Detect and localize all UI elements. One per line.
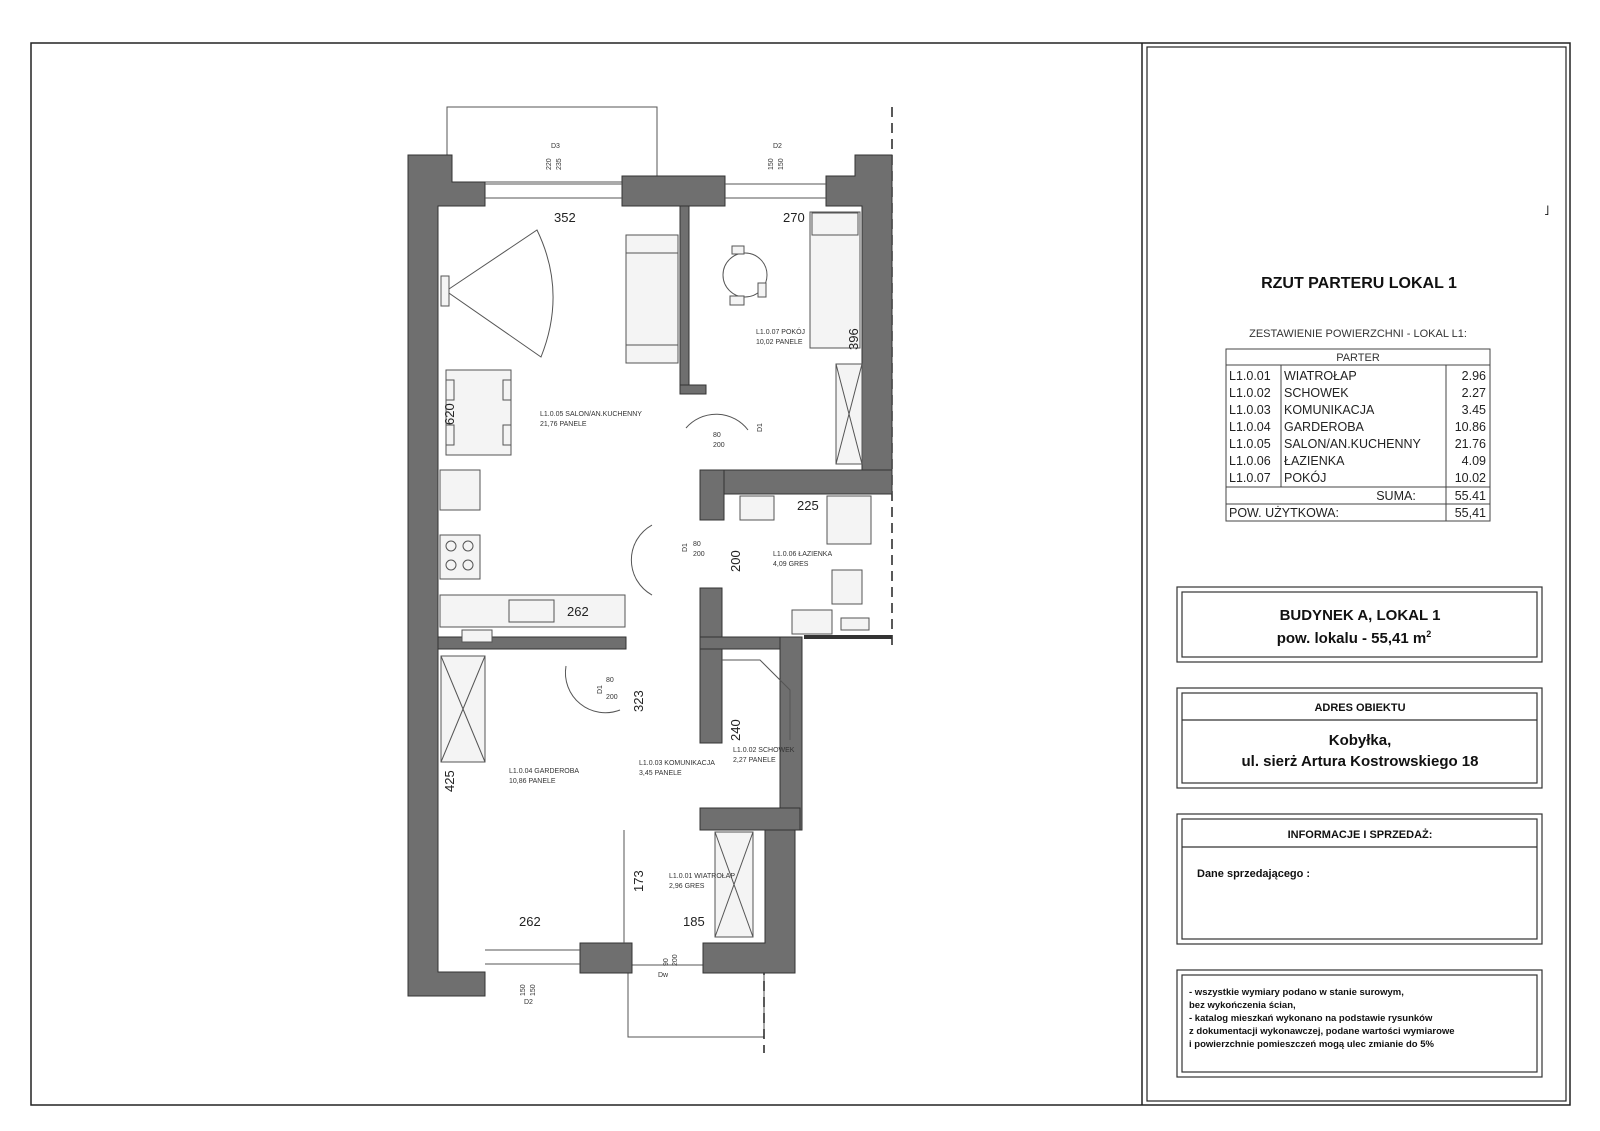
sheet-title: RZUT PARTERU LOKAL 1 bbox=[1261, 275, 1457, 292]
room-area-schowek: 2,27 PANELE bbox=[733, 757, 776, 764]
door-label: D1 bbox=[597, 685, 604, 694]
door-label: 80 bbox=[693, 541, 701, 548]
door-label: 90 bbox=[663, 958, 670, 966]
summary-room: KOMUNIKACJA bbox=[1284, 403, 1375, 417]
summary-area: 3.45 bbox=[1461, 403, 1486, 417]
summary-code: L1.0.03 bbox=[1229, 403, 1271, 417]
door-label: 200 bbox=[693, 551, 705, 558]
dimension-label: 225 bbox=[797, 498, 819, 513]
door-label: 150 bbox=[530, 984, 537, 996]
building-name: BUDYNEK A, LOKAL 1 bbox=[1279, 607, 1441, 624]
summary-level: PARTER bbox=[1336, 352, 1380, 364]
seller-label: Dane sprzedającego : bbox=[1197, 868, 1311, 880]
summary-sum-label: SUMA: bbox=[1376, 489, 1416, 503]
room-label-pokoj: L1.0.07 POKÓJ bbox=[756, 329, 806, 336]
room-area-lazienka: 4,09 GRES bbox=[773, 561, 809, 568]
summary-area: 2.27 bbox=[1461, 386, 1486, 400]
door-label: 150 bbox=[520, 984, 527, 996]
summary-usable-label: POW. UŻYTKOWA: bbox=[1229, 506, 1339, 520]
door-label: 80 bbox=[606, 677, 614, 684]
summary-room: POKÓJ bbox=[1284, 471, 1327, 485]
door-label: 150 bbox=[778, 158, 785, 170]
note-line: i powierzchnie pomieszczeń mogą ulec zmianie do 5% bbox=[1189, 1039, 1434, 1050]
summary-area: 21.76 bbox=[1454, 437, 1486, 451]
address-city: Kobyłka, bbox=[1328, 732, 1392, 749]
summary-sum-value: 55.41 bbox=[1454, 489, 1486, 503]
summary-room: SALON/AN.KUCHENNY bbox=[1284, 437, 1421, 451]
dimension-label: 262 bbox=[567, 604, 589, 619]
summary-area: 10.86 bbox=[1454, 420, 1486, 434]
door-label: D3 bbox=[551, 143, 560, 150]
building-box bbox=[1177, 587, 1542, 662]
notes-box bbox=[1177, 970, 1542, 1077]
svg-text:˩: ˩ bbox=[1544, 202, 1550, 218]
door-label: 200 bbox=[713, 442, 725, 449]
area-summary-table bbox=[1226, 328, 1490, 521]
dimension-label: 185 bbox=[683, 914, 705, 929]
door-label: 150 bbox=[768, 158, 775, 170]
room-label-komunikacja: L1.0.03 KOMUNIKACJA bbox=[639, 760, 715, 767]
note-line: - katalog mieszkań wykonano na podstawie rysunków bbox=[1189, 1013, 1433, 1024]
summary-room: ŁAZIENKA bbox=[1284, 454, 1345, 468]
door-label: 200 bbox=[672, 954, 679, 966]
door-label: 235 bbox=[556, 158, 563, 170]
door-label: 80 bbox=[713, 432, 721, 439]
summary-area: 2.96 bbox=[1461, 369, 1486, 383]
summary-area: 10.02 bbox=[1454, 471, 1486, 485]
summary-room: WIATROŁAP bbox=[1284, 369, 1357, 383]
room-label-lazienka: L1.0.06 ŁAZIENKA bbox=[773, 551, 833, 558]
note-line: bez wykończenia ścian, bbox=[1189, 1000, 1296, 1011]
summary-code: L1.0.06 bbox=[1229, 454, 1271, 468]
dimension-label: 200 bbox=[728, 550, 743, 572]
dimension-label: 173 bbox=[631, 870, 646, 892]
door-label: D2 bbox=[524, 999, 533, 1006]
summary-code: L1.0.05 bbox=[1229, 437, 1271, 451]
info-box bbox=[1177, 814, 1542, 944]
address-heading: ADRES OBIEKTU bbox=[1314, 702, 1406, 714]
summary-room: GARDEROBA bbox=[1284, 420, 1364, 434]
unit-area: pow. lokalu - 55,41 $m^2$ bbox=[1276, 629, 1432, 647]
sheet-border bbox=[31, 43, 1570, 1105]
dimension-label: 396 bbox=[846, 328, 861, 350]
room-area-garderoba: 10,86 PANELE bbox=[509, 778, 556, 785]
room-label-schowek: L1.0.02 SCHOWEK bbox=[733, 747, 795, 754]
room-area-wiatrolap: 2,96 GRES bbox=[669, 883, 705, 890]
dimension-label: 270 bbox=[783, 210, 805, 225]
summary-code: L1.0.07 bbox=[1229, 471, 1271, 485]
room-label-wiatrolap: L1.0.01 WIATROŁAP bbox=[669, 873, 736, 880]
note-line: z dokumentacji wykonawczej, podane wartości wymiarowe bbox=[1189, 1026, 1455, 1037]
room-area-komunikacja: 3,45 PANELE bbox=[639, 770, 682, 777]
address-box bbox=[1177, 688, 1542, 788]
room-area-salon: 21,76 PANELE bbox=[540, 421, 587, 428]
dimension-label: 262 bbox=[519, 914, 541, 929]
title-block-border bbox=[1147, 47, 1566, 1101]
door-label: 220 bbox=[546, 158, 553, 170]
note-line: - wszystkie wymiary podano w stanie surowym, bbox=[1189, 987, 1404, 998]
summary-area: 4.09 bbox=[1461, 454, 1486, 468]
address-street: ul. sierż Artura Kostrowskiego 18 bbox=[1241, 753, 1479, 770]
info-heading: INFORMACJE I SPRZEDAŻ: bbox=[1287, 829, 1433, 841]
room-area-pokoj: 10,02 PANELE bbox=[756, 339, 803, 346]
dimension-label: 352 bbox=[554, 210, 576, 225]
room-label-salon: L1.0.05 SALON/AN.KUCHENNY bbox=[540, 411, 642, 418]
summary-code: L1.0.01 bbox=[1229, 369, 1271, 383]
summary-code: L1.0.04 bbox=[1229, 420, 1271, 434]
dimension-label: 620 bbox=[442, 403, 457, 425]
room-label-garderoba: L1.0.04 GARDEROBA bbox=[509, 768, 580, 775]
dimension-label: 323 bbox=[631, 690, 646, 712]
floor-plan bbox=[408, 107, 892, 1053]
door-label: D2 bbox=[773, 143, 782, 150]
summary-heading: ZESTAWIENIE POWIERZCHNI - LOKAL L1: bbox=[1249, 328, 1467, 340]
summary-usable-value: 55,41 bbox=[1454, 506, 1486, 520]
dimension-label: 240 bbox=[728, 719, 743, 741]
door-label: 200 bbox=[606, 694, 618, 701]
dimension-label: 425 bbox=[442, 770, 457, 792]
summary-code: L1.0.02 bbox=[1229, 386, 1271, 400]
door-label: D1 bbox=[682, 543, 689, 552]
door-label: D1 bbox=[757, 423, 764, 432]
door-label: Dw bbox=[658, 972, 669, 979]
summary-room: SCHOWEK bbox=[1284, 386, 1349, 400]
